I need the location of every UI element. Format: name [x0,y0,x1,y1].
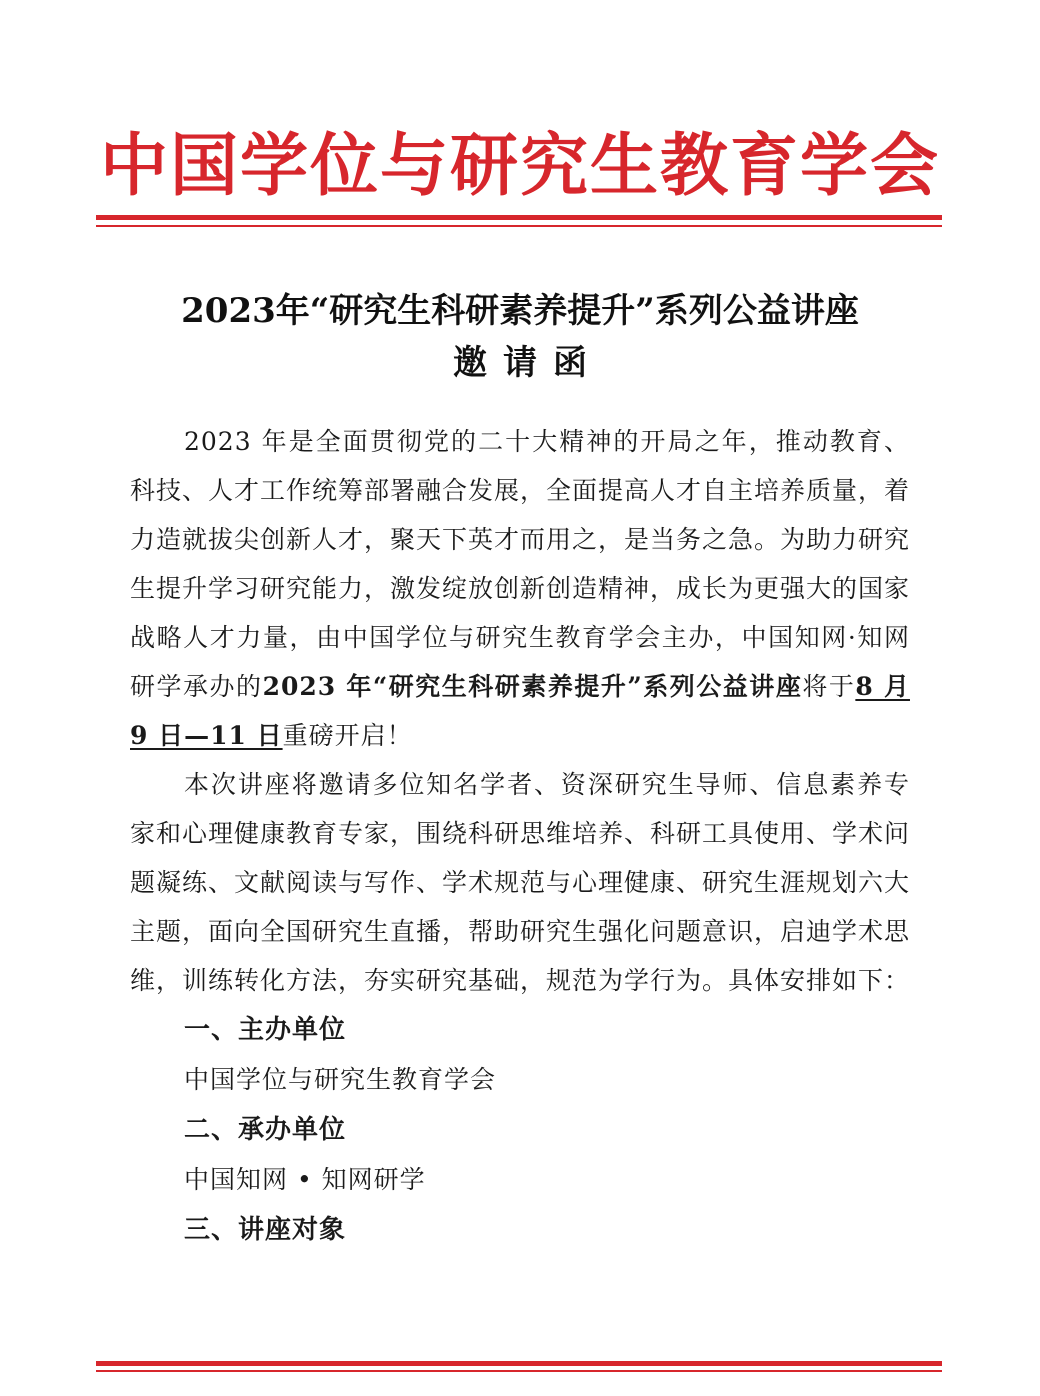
footer-rule-thin [96,1370,942,1372]
arrangement-paragraph: 本次讲座将邀请多位知名学者、资深研究生导师、信息素养专家和心理健康教育专家，围绕科研思维培养、科研工具使用、学术问题凝练、文献阅读与写作、学术规范与心理健康、研究生涯规划六大主题，面向全国研究生直播，帮助研究生强化问题意识，启迪学术思维，训练转化方法，夯实研究基础，规范为学行为。具体安排如下： [130,770,911,995]
document-title: 2023年“研究生科研素养提升”系列公益讲座 [181,291,859,331]
intro-lead-text: 2023 年是全面贯彻党的二十大精神的开局之年，推动教育、科技、人才工作统筹部署融合发展，全面提高人才自主培养质量，着力造就拔尖创新人才，聚天下英才而用之，是当务之急。为助力研究生提升学习研究能力，激发绽放创新创造精神，成长为更强大的国家战略人才力量，由中国学位与研究生教育学会主办，中国知网·知网研学承办的 [130,427,911,701]
event-dates: 8 月 9 日—11 日 [130,672,910,750]
section-heading-audience: 三、讲座对象 [184,1215,347,1245]
intro-paragraph [130,417,910,760]
document-subtitle: 邀请函 [453,343,603,383]
header-rule-thin [96,225,942,227]
series-name: 2023 年“研究生科研素养提升”系列公益讲座 [262,672,803,701]
intro-connector: 将于 [802,672,856,701]
footer-rule-thick [96,1361,942,1366]
section-body-organizer: 中国学位与研究生教育学会 [184,1065,497,1094]
organization-header: 中国学位与研究生教育学会 [99,127,940,206]
section-heading-organizer: 一、主办单位 [184,1015,347,1045]
document-body [130,417,910,1255]
section-body-co-organizer: 中国知网 • 知网研学 [184,1165,426,1194]
header-rule-thick [96,215,942,220]
intro-closing: 重磅开启！ [282,721,413,750]
section-heading-co-organizer: 二、承办单位 [184,1115,347,1145]
